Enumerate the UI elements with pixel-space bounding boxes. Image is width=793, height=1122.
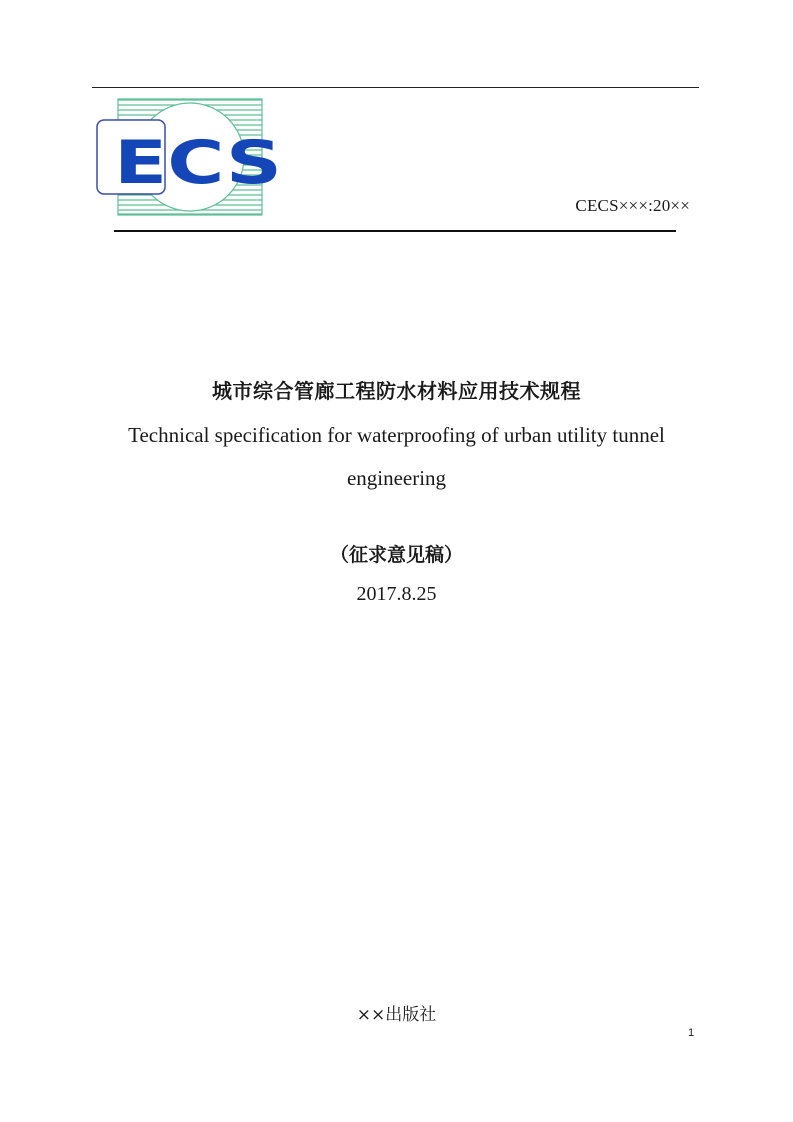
english-title: Technical specification for waterproofing of urban utility tunnel engineering bbox=[128, 423, 665, 490]
logo-text: ECS bbox=[114, 128, 282, 198]
header-rule bbox=[114, 230, 676, 232]
page-number: 1 bbox=[688, 1027, 695, 1039]
draft-label: （征求意见稿） bbox=[329, 544, 463, 566]
standard-number: CECS×××:20×× bbox=[575, 196, 690, 215]
publisher: ××出版社 bbox=[356, 1005, 437, 1025]
document-date: 2017.8.25 bbox=[356, 583, 437, 605]
chinese-title: 城市综合管廊工程防水材料应用技术规程 bbox=[212, 379, 581, 403]
ecs-logo bbox=[96, 98, 288, 216]
top-rule bbox=[92, 87, 699, 88]
